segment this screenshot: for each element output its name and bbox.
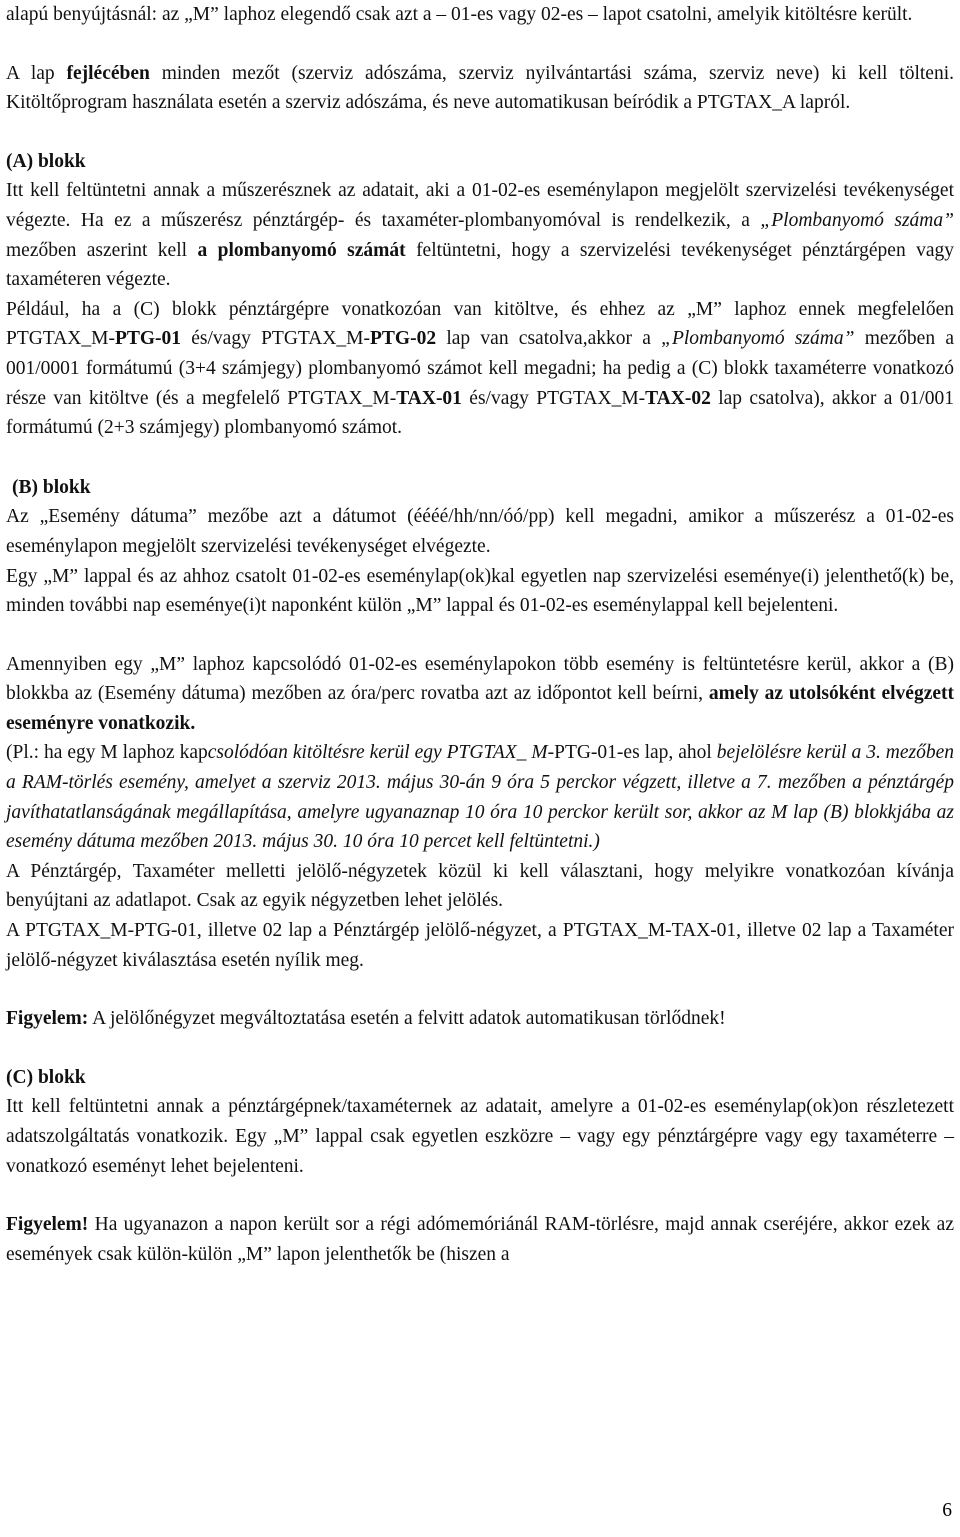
- bold-term: PTG-01: [114, 328, 182, 350]
- text-run: és/vagy PTGTAX_M-: [461, 387, 646, 409]
- bold-term: a plombanyomó számát: [197, 239, 406, 261]
- header-paragraph: [6, 59, 954, 118]
- bold-term: PTG-02: [370, 328, 437, 350]
- text-run: Itt kell feltüntetni annak a műszerésznek az adatait, aki a 01-02-es eseménylapon megjelölt szervizelési tevékenységet végezte. Ha ez a műszerész pénztárgép- és taxaméter-plombanyomóval is rendelkezik, a: [6, 180, 954, 231]
- document-page: [6, 0, 954, 1269]
- bold-term: TAX-02: [645, 387, 711, 409]
- text-run: Amennyiben egy „M” laphoz kapcsolódó 01-02-es eseménylapokon több esemény is feltüntetésre kerül, akkor a (B) blokkba az (Esemény dátuma) mezőben az óra/perc rovatba azt az időpontot kell beírni,: [6, 653, 954, 705]
- text-run: feltüntetni, hogy a szervizelési tevékenységet pénztárgépen vagy taxaméteren végezte.: [6, 239, 955, 291]
- italic-term: csolódóan kitöltésre kerül egy PTGTAX_ M-: [207, 742, 555, 764]
- text-run: és/vagy PTGTAX_M-: [181, 328, 371, 350]
- italic-term: bejelölésre kerül a 3. mezőben a RAM-törlés esemény, amelyet a szerviz 2013. május 30-án 9 óra 5 perckor végzett, illetve a 7. mezőben a pénztárgép javíthatatlanságának megállapítása, amelyre ugyanaznap 10 óra 10 perckor került sor, akkor az M lap (B) blokkjába az esemény dátuma mezőbe: [6, 742, 954, 853]
- text-run: mezőben aszerint kell: [6, 239, 198, 261]
- warning-label: Figyelem!: [6, 1214, 89, 1236]
- warning-label: Figyelem:: [6, 1008, 89, 1030]
- block-c-paragraph-1: Itt kell feltüntetni annak a pénztárgépnek/taxaméternek az adatait, amelyre a 01-02-es eseménylap(ok)on részletezett adatszolgáltatás vonatkozik. Egy „M” lappal csak egyetlen eszközre – vagy egy pénztárgépre vagy egy taxaméterre – vonatkozó eseményt lehet bejelenteni.: [6, 1096, 954, 1177]
- text-run: A jelölőnégyzet megváltoztatása esetén a felvitt adatok automatikusan törlődnek!: [88, 1008, 726, 1030]
- text-run: A lap: [6, 62, 67, 84]
- text-run: minden mezőt (szerviz adószáma, szerviz nyilvántartási száma, szerviz neve) ki kell tölteni. Kitöltőprogram használata esetén a szerviz adószáma, és neve automatikusan beíródik a PTGTAX_A lapról.: [6, 62, 954, 114]
- bold-term: TAX-01: [396, 387, 462, 409]
- page-number: 6: [942, 1500, 952, 1521]
- block-c-warning: [6, 1210, 954, 1269]
- text-run: lap csatolva), akkor a 01/001 formátumú (2+3 számjegy) plombanyomó számot.: [6, 387, 954, 439]
- italic-term: „Plombanyomó száma”: [661, 328, 855, 350]
- text-run: Például, ha a (C) blokk pénztárgépre vonatkozóan van kitöltve, és ehhez az „M” laphoz ennek megfelelően PTGTAX_M-: [6, 298, 954, 350]
- text-run: Ha ugyanazon a napon került sor a régi adómemóriánál RAM-törlésre, majd annak cseréjére, akkor ezek az események csak külön-külön „M” lapon jelenthetők be (hiszen a: [6, 1214, 954, 1265]
- block-a-paragraph-1: [6, 176, 954, 294]
- block-b-paragraph-2: Egy „M” lappal és az ahhoz csatolt 01-02-es eseménylap(ok)kal egyetlen nap szervizelési eseménye(i) jelenthető(k) be, minden további nap eseménye(i)t naponként külön „M” lappal és 01-02-es eseménylappal kell bejelenteni.: [6, 565, 954, 617]
- block-b-paragraph-3: [6, 650, 954, 739]
- text-run: PTG-01-es lap, ahol: [554, 742, 717, 764]
- block-b-paragraph-5: A Pénztárgép, Taxaméter melletti jelölő-négyzetek közül ki kell választani, hogy melyikre vonatkozóan kívánja benyújtani az adatlapot. Csak az egyik négyzetben lehet jelölés.: [6, 860, 954, 912]
- block-a-heading: (A) blokk: [6, 150, 86, 172]
- italic-term: „Plombanyomó száma”: [760, 209, 954, 231]
- block-b-paragraph-1: Az „Esemény dátuma” mezőbe azt a dátumot (éééé/hh/nn/óó/pp) kell megadni, amikor a műszerész a 01-02-es eseménylapon megjelölt szervizelési tevékenységet elvégezte.: [6, 506, 954, 557]
- italic-term: n 2013. május 30. 10 óra 10 percet kell feltüntetni.): [198, 831, 600, 853]
- text-run: (Pl.: ha egy M laphoz kap: [6, 742, 208, 764]
- block-b-example: [6, 738, 954, 856]
- bold-term: fejlécében: [66, 62, 150, 84]
- text-run: lap van csatolva,akkor a: [436, 328, 662, 350]
- block-b-heading: (B) blokk: [12, 476, 91, 498]
- bold-term: amely az utolsóként elvégzett eseményre vonatkozik.: [6, 683, 955, 734]
- text-run: mezőben a 001/0001 formátumú (3+4 számjegy) plombanyomó számot kell megadni; ha pedig a (C) blokk taxaméterre vonatkozó része van kitöltve (és a megfelelő PTGTAX_M-: [6, 328, 954, 409]
- block-c-heading: (C) blokk: [6, 1066, 86, 1088]
- block-b-warning: [6, 1004, 954, 1034]
- intro-paragraph: alapú benyújtásnál: az „M” laphoz elegendő csak azt a – 01-es vagy 02-es – lapot csatolni, amelyik kitöltésre került.: [6, 4, 913, 25]
- block-a-paragraph-2: [6, 295, 954, 443]
- block-b-paragraph-6: A PTGTAX_M-PTG-01, illetve 02 lap a Pénztárgép jelölő-négyzet, a PTGTAX_M-TAX-01, illetve 02 lap a Taxaméter jelölő-négyzet kiválasztása esetén nyílik meg.: [6, 920, 954, 971]
